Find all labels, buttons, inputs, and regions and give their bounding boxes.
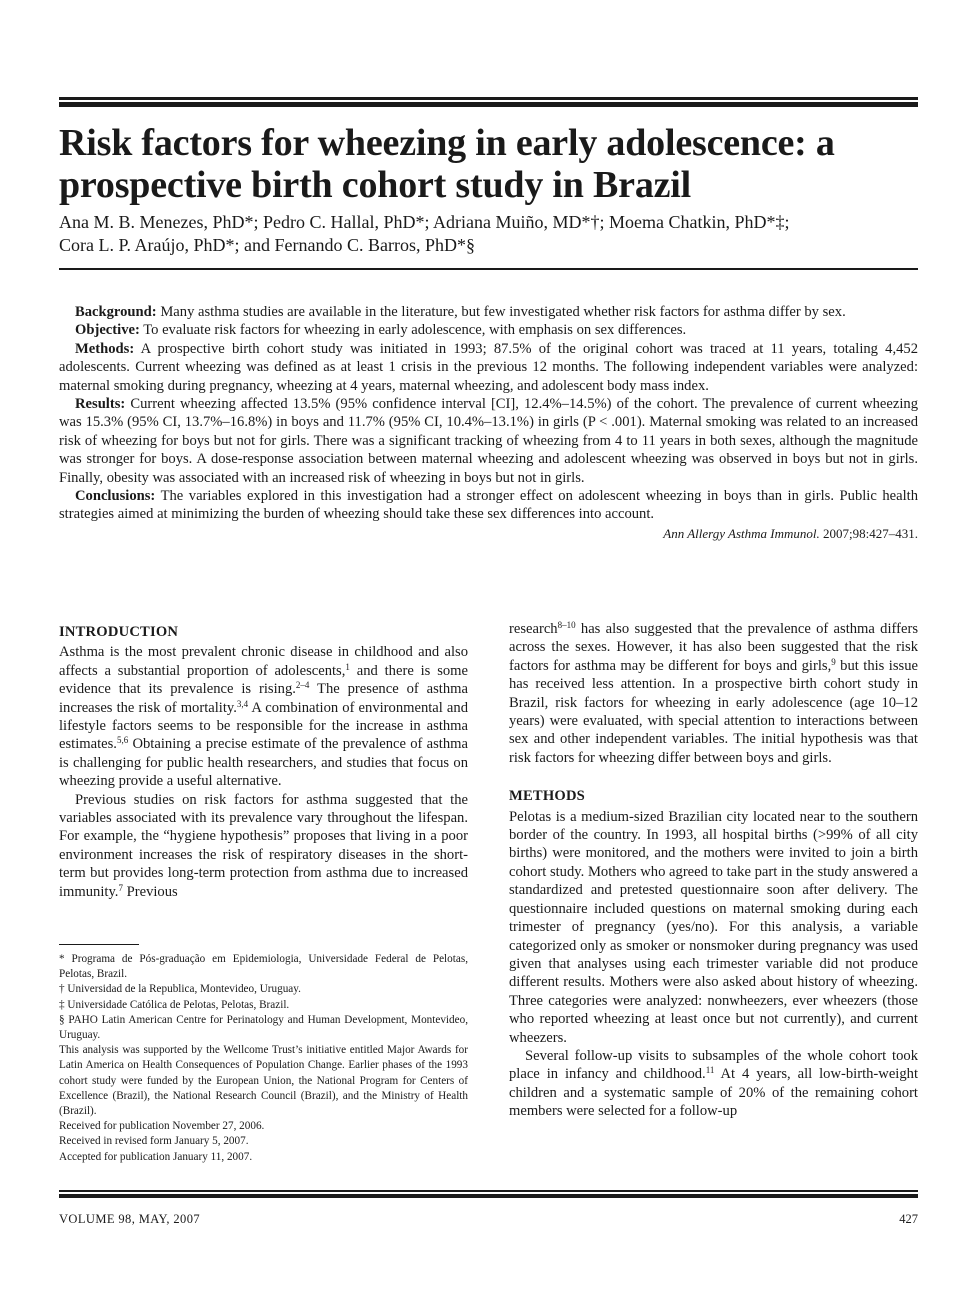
volume-info: VOLUME 98, MAY, 2007 xyxy=(59,1212,201,1226)
methods-paragraph-2 xyxy=(509,1047,918,1121)
abstract xyxy=(59,303,918,543)
footnote-item: § PAHO Latin American Centre for Perinatology and Human Development, Montevideo, Uruguay. xyxy=(59,1013,468,1042)
footnote-item: * Programa de Pós-graduação em Epidemiologia, Universidade Federal de Pelotas, Pelotas, Brazil. xyxy=(59,953,468,981)
text-run: but this issue has received less attention. In a prospective birth cohort study in Brazil, risk factors for wheezing in early adolescence (age 10–12 years) were evaluated, with special attention to interactions between sex and other independent variables. The initial hypothesis was that risk factors for wheezing differ between boys and girls. xyxy=(509,657,918,766)
text-run: The presence of asthma increases the risk of mortality. xyxy=(59,681,468,716)
text-run: and there is some evidence that its prevalence is rising. xyxy=(59,662,469,698)
top-rule-gap xyxy=(59,100,918,102)
citation-reference: 2007;98:427–431. xyxy=(823,525,918,541)
abstract-methods xyxy=(59,340,918,395)
abstract-background xyxy=(59,303,918,321)
bottom-rule-gap xyxy=(59,1192,918,1194)
header-divider xyxy=(59,268,918,270)
footnote-item: ‡ Universidade Católica de Pelotas, Pelotas, Brazil. xyxy=(59,998,290,1011)
citation-superscript: 2–4 xyxy=(295,680,310,691)
abstract-results-text: Current wheezing affected 13.5% (95% confidence interval [CI], 12.4%–14.5%) of the cohort. The prevalence of current wheezing was 15.3% (95% CI, 13.7%–16.8%) in boys and 11.7% (95% CI, 10.4%–13.1%) in girls (P < .001). Maternal smoking was related to an increased risk of wheezing for boys but not for girls. There was a significant tracking of wheezing from 4 to 11 years in both sexes, although the magnitude was stronger for boys. A dose-response association between maternal wheezing and adolescent wheezing was observed in boys but not in girls. Finally, obesity was associated with an increased risk of wheezing in boys but not in girls. xyxy=(59,396,918,486)
abstract-objective-text: To evaluate risk factors for wheezing in early adolescence, with emphasis on sex differences. xyxy=(143,322,687,339)
left-column xyxy=(59,620,468,901)
introduction-heading: INTRODUCTION xyxy=(59,624,179,640)
citation-superscript: 11 xyxy=(705,1065,715,1076)
citation-superscript: 1 xyxy=(345,661,350,672)
citation-superscript: 8–10 xyxy=(557,620,576,630)
abstract-objective-label: Objective: xyxy=(75,322,140,339)
text-run: A combination of environmental and lifestyle factors seems to be responsible for the increase in asthma estimates. xyxy=(59,699,468,753)
author-line-2: Cora L. P. Araújo, PhD*; and Fernando C. Barros, PhD*§ xyxy=(59,235,475,255)
introduction-paragraph-3 xyxy=(509,620,918,767)
footnote-item: † Universidad de la Republica, Montevideo, Uruguay. xyxy=(59,983,301,996)
footnotes xyxy=(59,952,468,1165)
footnote-item: This analysis was supported by the Wellcome Trust’s initiative entitled Major Awards for Latin America on Health Consequences of Population Change. Earlier phases of the 1993 cohort study were funded by the European Union, the National Program for Centers of Excellence (Brazil), the National Research Council (Brazil), and the Ministry of Health (Brazil). xyxy=(59,1044,468,1118)
footnote-item: Received for publication November 27, 2006. xyxy=(59,1120,265,1133)
text-run: Previous studies on risk factors for asthma suggested that the variables associated with its prevalence vary throughout the lifespan. For example, the “hygiene hypothesis” proposes that living in a poor environment increases the risk of respiratory diseases in the short-term but provides long-term protection from asthma due to increased immunity. xyxy=(59,791,468,900)
author-line-1: Ana M. B. Menezes, PhD*; Pedro C. Hallal, PhD*; Adriana Muiño, MD*†; Moema Chatkin, PhD*‡; xyxy=(59,212,790,232)
author-list xyxy=(59,211,929,257)
footnote-item: Accepted for publication January 11, 2007. xyxy=(59,1150,253,1163)
abstract-methods-text: A prospective birth cohort study was initiated in 1993; 87.5% of the original cohort was traced at 11 years, totaling 4,452 adolescents. Current wheezing was defined as at least 1 crisis in the previous 12 months. The following independent variables were analyzed: maternal smoking during pregnancy, wheezing at 4 years, maternal wheezing, and adolescent body mass index. xyxy=(59,340,918,394)
text-run: Previous xyxy=(122,883,178,900)
abstract-objective xyxy=(59,321,918,339)
abstract-citation xyxy=(59,525,918,543)
abstract-background-label: Background: xyxy=(75,304,157,320)
abstract-background-text: Many asthma studies are available in the literature, but few investigated whether risk factors for asthma differ by sex. xyxy=(160,304,846,320)
text-run: has also suggested that the prevalence of asthma differs across the sexes. However, it has also been suggested that the risk factors for asthma may be different for boys and girls, xyxy=(509,621,918,674)
top-rule xyxy=(59,97,918,107)
footnote-divider xyxy=(59,944,139,945)
methods-paragraph-1: Pelotas is a medium-sized Brazilian city located near to the southern border of the country. In 1993, all hospital births (>99% of all city births) were monitored, and the mothers were invited to join a birth cohort study. Mothers who agreed to take part in the study answered a standardized and pretested questionnaire soon after delivery. The questionnaire included questions on maternal smoking during each trimester of pregnancy (yes/no). For this analysis, a variable categorized only as smoker or nonsmoker during pregnancy was used given that analyses using each trimester variable did not produce different results. Mothers were also asked about history of wheezing. Three categories were analyzed: nonwheezers, ever wheezers (those who reported wheezing at least once but not currently), and current wheezers. xyxy=(509,808,918,1046)
page-number: 427 xyxy=(899,1212,918,1226)
abstract-conclusions xyxy=(59,487,918,524)
text-run: Several follow-up visits to subsamples of the whole cohort took place in infancy and childhood. xyxy=(509,1047,918,1083)
citation-journal: Ann Allergy Asthma Immunol. xyxy=(663,525,820,541)
article-title: Risk factors for wheezing in early adolescence: a prospective birth cohort study in Brazil xyxy=(59,122,835,206)
abstract-conclusions-label: Conclusions: xyxy=(75,488,156,505)
abstract-results xyxy=(59,395,918,487)
footnote-item: Received in revised form January 5, 2007. xyxy=(59,1135,249,1148)
citation-superscript: 7 xyxy=(118,882,123,893)
methods-heading: METHODS xyxy=(509,788,586,805)
text-run: Asthma is the most prevalent chronic disease in childhood and also affects a substantial proportion of adolescents, xyxy=(59,644,468,679)
citation-superscript: 9 xyxy=(831,656,836,667)
citation-superscript: 3,4 xyxy=(236,698,249,709)
right-column xyxy=(509,620,918,1121)
introduction-paragraph-1 xyxy=(59,643,468,790)
text-run: At 4 years, all low-birth-weight children and a systematic sample of 20% of the remaining cohort members were selected for a follow-up xyxy=(509,1066,918,1120)
abstract-conclusions-text: The variables explored in this investigation had a stronger effect on adolescent wheezing in boys than in girls. Public health strategies aimed at minimizing the burden of wheezing should take these sex differences into account. xyxy=(59,488,918,523)
introduction-paragraph-2 xyxy=(59,791,468,901)
text-run: Obtaining a precise estimate of the prevalence of asthma is challenging for public health researchers, and studies that focus on wheezing provide a useful alternative. xyxy=(59,736,468,790)
abstract-results-label: Results: xyxy=(75,396,126,413)
abstract-methods-label: Methods: xyxy=(75,340,135,357)
text-run: research xyxy=(509,621,558,637)
citation-superscript: 5,6 xyxy=(116,735,129,746)
